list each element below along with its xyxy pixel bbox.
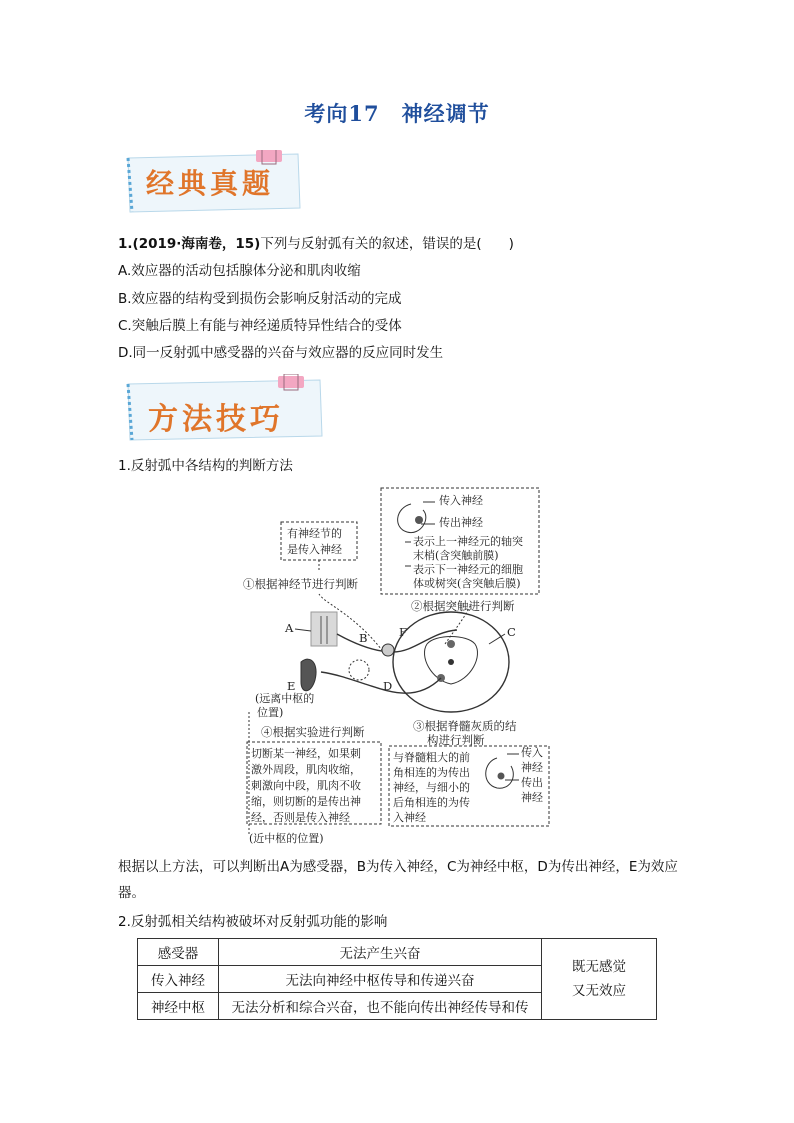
method1-heading: 1.反射弧中各结构的判断方法 — [118, 458, 293, 474]
letter-f: F — [399, 625, 407, 639]
box-ganglion-line1: 有神经节的 — [287, 527, 342, 540]
svg-text:传入: 传入 — [521, 746, 543, 759]
option-b: B.效应器的结构受到损伤会影响反射活动的完成 — [118, 291, 402, 307]
svg-text:激外周段，肌肉收缩，: 激外周段，肌肉收缩， — [251, 763, 361, 776]
svg-text:入神经: 入神经 — [393, 811, 426, 824]
label-gray-line2: 构进行判断 — [427, 733, 485, 747]
svg-text:传出神经: 传出神经 — [439, 516, 483, 529]
section-badge-label: 经典真题 — [146, 167, 275, 200]
merged-effect-cell: 既无感觉 又无效应 — [542, 939, 657, 1020]
conclusion-text: 根据以上方法，可以判断出A为感受器，B为传入神经，C为神经中枢，D为传出神经，E为效应器。 — [118, 859, 678, 901]
svg-text:传入神经: 传入神经 — [439, 494, 483, 507]
svg-text:表示下一神经元的细胞: 表示下一神经元的细胞 — [413, 563, 523, 576]
option-d: D.同一反射弧中感受器的兴奋与效应器的反应同时发生 — [118, 345, 444, 361]
letter-c: C — [507, 625, 516, 639]
box-ganglion-line2: 是传入神经 — [287, 543, 342, 556]
note-near: (近中枢的位置) — [249, 832, 324, 845]
table-row: 感受器 无法产生兴奋 既无感觉 又无效应 — [138, 939, 657, 966]
section-badge-label: 方法技巧 — [148, 402, 284, 437]
svg-text:神经: 神经 — [521, 761, 543, 774]
svg-text:刺激向中段，肌肉不收: 刺激向中段，肌肉不收 — [251, 779, 361, 792]
letter-d: D — [383, 679, 393, 693]
section-badge-classic — [122, 150, 302, 212]
letter-b: B — [359, 631, 368, 645]
page-title: 考向17 神经调节 — [304, 101, 490, 126]
svg-text:表示上一神经元的轴突: 表示上一神经元的轴突 — [413, 535, 523, 548]
svg-text:切断某一神经，如果刺: 切断某一神经，如果刺 — [251, 747, 361, 760]
svg-text:神经: 神经 — [521, 791, 543, 804]
question-stem — [118, 235, 514, 253]
table-row: 传入神经 无法向神经中枢传导和传递兴奋 — [138, 966, 657, 993]
svg-text:后角相连的为传: 后角相连的为传 — [393, 796, 470, 809]
label-synapse: ②根据突触进行判断 — [411, 599, 515, 613]
svg-text:角相连的为传出: 角相连的为传出 — [393, 766, 470, 779]
svg-text:体或树突(含突触后膜): 体或树突(含突触后膜) — [413, 577, 521, 590]
reflex-arc-diagram — [235, 484, 565, 850]
effect-table — [137, 938, 657, 1020]
label-gray-line1: ③根据脊髓灰质的结 — [413, 719, 517, 733]
section-badge-method — [122, 374, 302, 436]
option-c: C.突触后膜上有能与神经递质特异性结合的受体 — [118, 318, 402, 334]
label-ganglion: ①根据神经节进行判断 — [243, 577, 358, 591]
method2-heading: 2.反射弧相关结构被破坏对反射弧功能的影响 — [118, 914, 388, 930]
svg-text:神经，与细小的: 神经，与细小的 — [393, 781, 470, 794]
note-far-line2: 位置) — [257, 706, 284, 719]
option-a: A.效应器的活动包括腺体分泌和肌肉收缩 — [118, 263, 361, 279]
svg-text:缩，则切断的是传出神: 缩，则切断的是传出神 — [251, 795, 361, 808]
label-experiment: ④根据实验进行判断 — [261, 725, 365, 739]
question-text: 下列与反射弧有关的叙述，错误的是( ) — [260, 236, 514, 252]
letter-e: E — [287, 679, 296, 693]
note-far-line1: (远离中枢的 — [255, 692, 315, 705]
table-row: 神经中枢 无法分析和综合兴奋，也不能向传出神经传导和传 — [138, 993, 657, 1020]
svg-text:末梢(含突触前膜): 末梢(含突触前膜) — [413, 549, 499, 562]
question-source: 1.(2019·海南卷，15) — [118, 236, 261, 252]
svg-text:传出: 传出 — [521, 776, 543, 789]
svg-text:与脊髓粗大的前: 与脊髓粗大的前 — [393, 751, 470, 764]
svg-text:经，否则是传入神经: 经，否则是传入神经 — [251, 811, 350, 824]
letter-a: A — [285, 621, 294, 635]
